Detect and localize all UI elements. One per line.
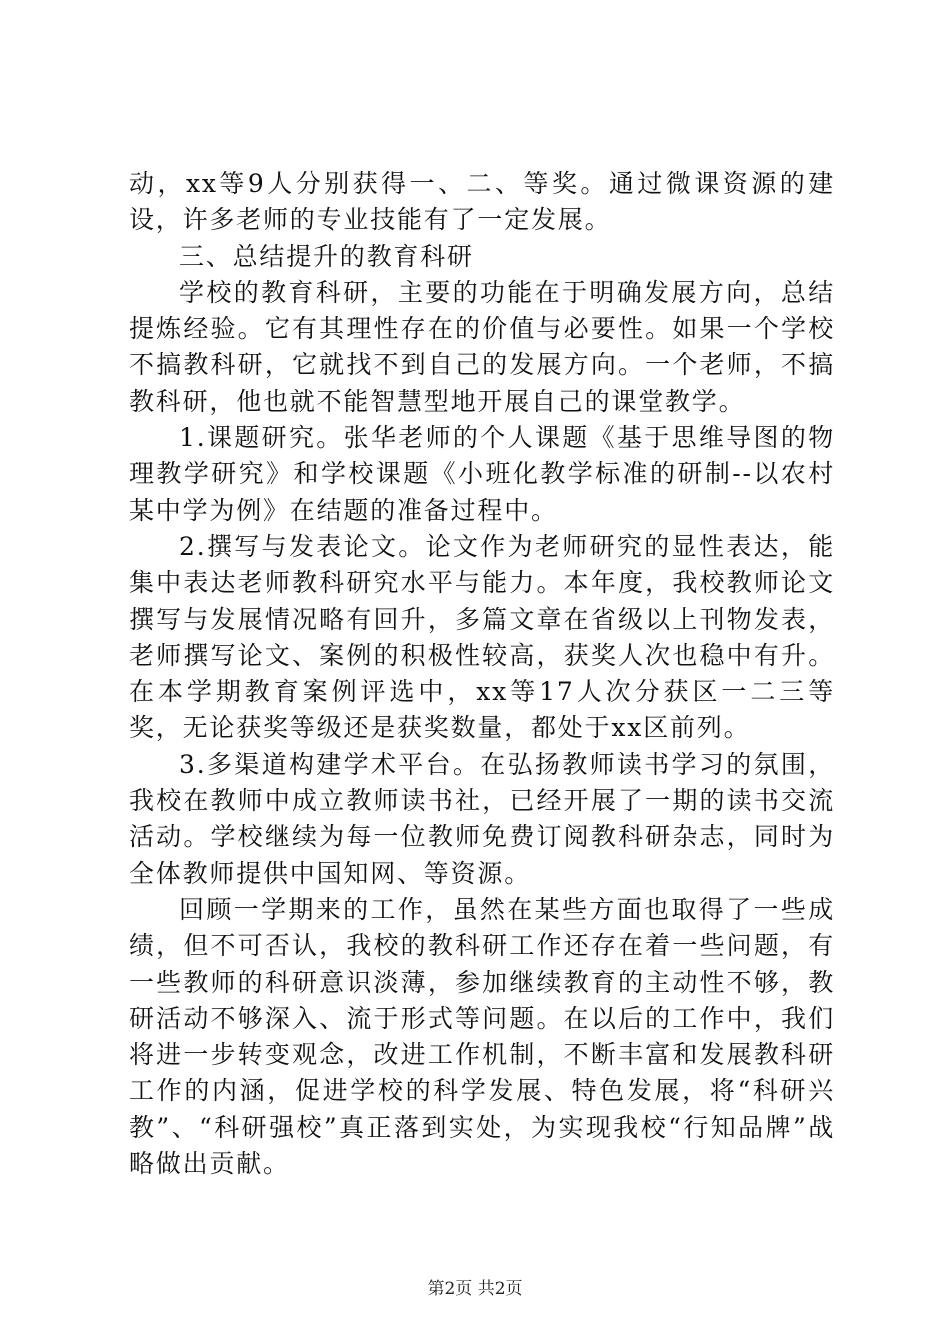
document-body [129, 166, 835, 1182]
paragraph-papers: 2.撰写与发表论文。论文作为老师研究的显性表达，能集中表达老师教科研究水平与能力。本年度，我校教师论文撰写与发展情况略有回升，多篇文章在省级以上刊物发表，老师撰写论文、案例的积极性较高，获奖人次也稳中有升。在本学期教育案例评选中，xx等17人次分获区一二三等奖，无论获奖等级还是获奖数量，都处于xx区前列。 [129, 531, 835, 743]
paragraph-academic-platform: 3.多渠道构建学术平台。在弘扬教师读书学习的氛围，我校在教师中成立教师读书社，已经开展了一期的读书交流活动。学校继续为每一位教师免费订阅教科研杂志，同时为全体教师提供中国知网、等资源。 [129, 749, 835, 888]
paragraph-research-intro: 学校的教育科研，主要的功能在于明确发展方向，总结提炼经验。它有其理性存在的价值与必要性。如果一个学校不搞教科研，它就找不到自己的发展方向。一个老师，不搞教科研，他也就不能智慧型地开展自己的课堂教学。 [129, 277, 835, 416]
paragraph-topic-research: 1.课题研究。张华老师的个人课题《基于思维导图的物理教学研究》和学校课题《小班化教学标准的研制--以农村某中学为例》在结题的准备过程中。 [129, 423, 835, 525]
paragraph-review: 回顾一学期来的工作，虽然在某些方面也取得了一些成绩，但不可否认，我校的教科研工作还存在着一些问题，有一些教师的科研意识淡薄，参加继续教育的主动性不够，教研活动不够深入、流于形式等问题。在以后的工作中，我们将进一步转变观念，改进工作机制，不断丰富和发展教科研工作的内涵，促进学校的科学发展、特色发展，将“科研兴教”、“科研强校”真正落到实处，为实现我校“行知品牌”战略做出贡献。 [129, 894, 835, 1179]
paragraph-continuation: 动，xx等9人分别获得一、二、等奖。通过微课资源的建设，许多老师的专业技能有了一定发展。 [129, 169, 835, 235]
section-heading: 三、总结提升的教育科研 [179, 241, 474, 271]
page-footer: 第2页 共2页 [427, 1279, 523, 1299]
